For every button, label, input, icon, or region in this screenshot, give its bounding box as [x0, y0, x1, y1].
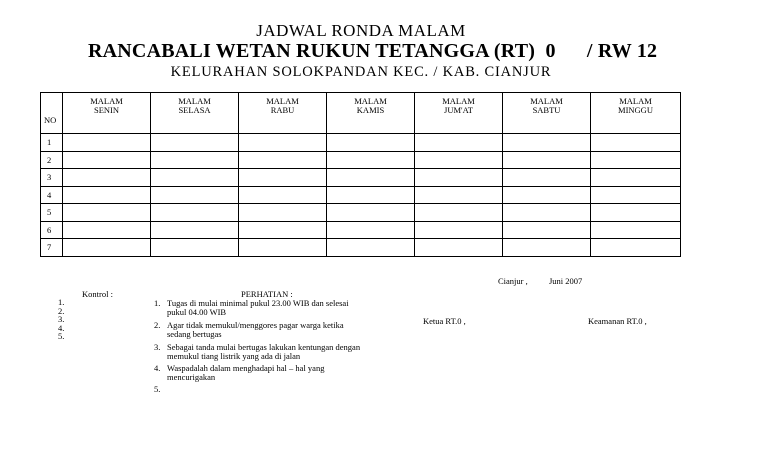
keamanan-signature-label: Keamanan RT.0 ,	[588, 316, 647, 326]
table-cell[interactable]	[63, 204, 151, 222]
kontrol-label: Kontrol :	[82, 289, 113, 299]
table-cell[interactable]	[415, 186, 503, 204]
table-cell[interactable]	[415, 239, 503, 257]
table-cell[interactable]	[591, 239, 681, 257]
table-cell[interactable]	[239, 221, 327, 239]
table-row	[41, 134, 681, 152]
schedule-table	[40, 92, 681, 257]
table-cell[interactable]	[63, 221, 151, 239]
list-item: 1. Tugas di mulai minimal pukul 23.00 WIB dan selesai pukul 04.00 WIB	[154, 298, 349, 317]
table-cell[interactable]	[503, 221, 591, 239]
table-cell[interactable]	[327, 151, 415, 169]
list-item: 4.	[58, 322, 65, 333]
table-cell[interactable]	[503, 151, 591, 169]
table-cell[interactable]	[415, 221, 503, 239]
table-cell[interactable]	[63, 169, 151, 187]
table-cell[interactable]	[239, 186, 327, 204]
header-jumat: MALAM JUM'AT	[415, 93, 503, 134]
table-cell[interactable]	[151, 221, 239, 239]
header-minggu: MALAM MINGGU	[591, 93, 681, 134]
table-cell[interactable]	[415, 169, 503, 187]
table-cell[interactable]	[591, 221, 681, 239]
table-cell[interactable]	[415, 204, 503, 222]
subtitle-rt: RANCABALI WETAN RUKUN TETANGGA (RT) 0	[88, 40, 556, 62]
table-cell[interactable]	[151, 169, 239, 187]
header-senin: MALAM SENIN	[63, 93, 151, 134]
row-number: 3	[41, 169, 63, 187]
table-cell[interactable]	[327, 186, 415, 204]
table-row	[41, 239, 681, 257]
table-cell[interactable]	[239, 151, 327, 169]
list-item: 4. Waspadalah dalam menghadapi hal – hal yang mencurigakan	[154, 363, 325, 382]
table-cell[interactable]	[63, 239, 151, 257]
perhatian-label: PERHATIAN :	[241, 289, 293, 299]
table-cell[interactable]	[503, 239, 591, 257]
row-number: 2	[41, 151, 63, 169]
table-row	[41, 169, 681, 187]
list-item: 2. Agar tidak memukul/menggores pagar warga ketika sedang bertugas	[154, 320, 344, 339]
table-cell[interactable]	[327, 221, 415, 239]
table-cell[interactable]	[415, 134, 503, 152]
list-item: 1.	[58, 297, 65, 307]
header-sabtu: MALAM SABTU	[503, 93, 591, 134]
table-row	[41, 151, 681, 169]
table-cell[interactable]	[503, 169, 591, 187]
table-cell[interactable]	[327, 239, 415, 257]
row-number: 4	[41, 186, 63, 204]
table-cell[interactable]	[591, 186, 681, 204]
table-cell[interactable]	[151, 134, 239, 152]
table-cell[interactable]	[327, 169, 415, 187]
list-item: 2.	[58, 305, 65, 316]
ketua-signature-label: Ketua RT.0 ,	[423, 316, 466, 326]
table-cell[interactable]	[63, 151, 151, 169]
list-item: 5.	[58, 331, 65, 342]
table-row	[41, 204, 681, 222]
header-no: NO	[41, 93, 63, 134]
date-month: Juni 2007	[549, 276, 583, 286]
table-cell[interactable]	[151, 151, 239, 169]
row-number: 6	[41, 221, 63, 239]
table-cell[interactable]	[503, 134, 591, 152]
table-row	[41, 221, 681, 239]
date-place: Cianjur ,	[498, 276, 528, 286]
table-cell[interactable]	[415, 151, 503, 169]
table-row	[41, 186, 681, 204]
table-cell[interactable]	[151, 186, 239, 204]
list-item: 3.	[58, 314, 65, 325]
table-cell[interactable]	[239, 204, 327, 222]
row-number: 1	[41, 134, 63, 152]
table-cell[interactable]	[239, 169, 327, 187]
list-item: 5.	[154, 384, 161, 394]
table-cell[interactable]	[591, 134, 681, 152]
list-item: 3. Sebagai tanda mulai bertugas lakukan kentungan dengan memukul tiang listrik yang ada di jalan	[154, 342, 361, 361]
kontrol-list	[58, 298, 64, 341]
header-kamis: MALAM KAMIS	[327, 93, 415, 134]
subtitle-rw: / RW 12	[586, 40, 658, 62]
row-number: 7	[41, 239, 63, 257]
header-selasa: MALAM SELASA	[151, 93, 239, 134]
header-rabu: MALAM RABU	[239, 93, 327, 134]
table-cell[interactable]	[591, 151, 681, 169]
table-cell[interactable]	[327, 134, 415, 152]
table-cell[interactable]	[151, 204, 239, 222]
document-subtitle	[88, 40, 657, 63]
table-cell[interactable]	[591, 169, 681, 187]
table-cell[interactable]	[503, 204, 591, 222]
document-title: JADWAL RONDA MALAM	[256, 21, 466, 40]
table-cell[interactable]	[63, 134, 151, 152]
table-cell[interactable]	[239, 239, 327, 257]
row-number: 5	[41, 204, 63, 222]
document-location: KELURAHAN SOLOKPANDAN KEC. / KAB. CIANJUR	[170, 64, 552, 80]
table-header-row	[41, 93, 681, 134]
table-cell[interactable]	[327, 204, 415, 222]
table-cell[interactable]	[151, 239, 239, 257]
table-cell[interactable]	[239, 134, 327, 152]
table-cell[interactable]	[503, 186, 591, 204]
table-cell[interactable]	[591, 204, 681, 222]
table-cell[interactable]	[63, 186, 151, 204]
